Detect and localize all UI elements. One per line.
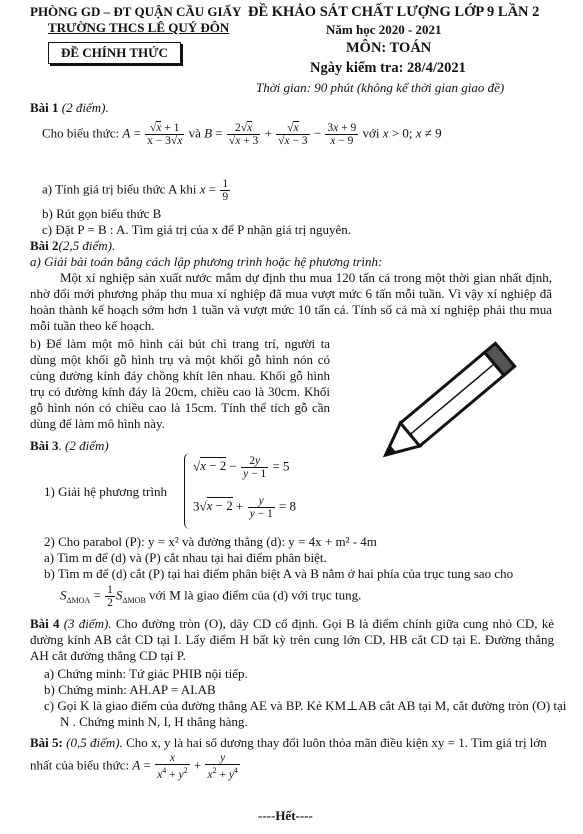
bai5-points: (0,5 điểm).	[66, 735, 123, 750]
bai4-intro-text: Cho đường tròn (O), dây CD cố định. Gọi B là điểm chính giữa cung nhỏ CD, kẻ đường kính AB cắt CD tại I. Lấy điểm H bất kỳ trên cung lớn CD, HB cắt CD tại E. Đường thẳng AH cắt đường thẳng CD tại P.	[30, 616, 554, 663]
exam-date: Ngày kiểm tra: 28/4/2021	[310, 60, 466, 76]
bai3-q1: 1) Giải hệ phương trình	[44, 484, 167, 499]
bai1-a: a) Tính giá trị biểu thức A khi x = $\frac{1}{9}$	[42, 178, 229, 203]
bai1-expression: Cho biểu thức: A = $\frac{√x + 1}{x - 3√x}$ và B = $\frac{2√x}{√x + 3}$ + $\frac{√x}{√x - 3}$ − $\frac{3x + 9}{x - 9}$ với x > 0; x ≠ 9	[42, 122, 442, 147]
bai5-text: Cho x, y là hai số dương thay đổi luôn thỏa mãn điều kiện xy = 1. Tìm giá trị lớn nhất của biểu thức:	[30, 735, 547, 773]
end-marker: ----Hết----	[258, 808, 313, 823]
school-year: Năm học 2020 - 2021	[326, 22, 442, 37]
bai2-points: (2,5 điểm).	[58, 238, 116, 253]
department-name: PHÒNG GD – ĐT QUẬN CẦU GIẤY	[30, 4, 242, 19]
system-eq2: 3√x − 2 + $\frac{y}{y - 1}$ = 8	[193, 495, 297, 520]
bai2-heading	[30, 238, 115, 254]
fraction-one-ninth: $\frac{1}{9}$	[222, 178, 229, 203]
subject: MÔN: TOÁN	[346, 40, 432, 56]
bai1-heading	[30, 100, 109, 116]
official-exam-box: ĐỀ CHÍNH THỨC	[48, 42, 181, 64]
bai3-q2: 2) Cho parabol (P): y = x² và đường thẳng (d): y = 4x + m² - 4m	[44, 534, 377, 549]
bai3-heading: Bài 3. (2 điểm)	[30, 438, 109, 453]
bai1-a-text: a) Tính giá trị biểu thức A khi	[42, 181, 197, 197]
bai3-q2a: a) Tìm m để (d) và (P) cắt nhau tại hai điểm phân biệt.	[44, 550, 327, 565]
bai4-title: Bài 4	[30, 616, 60, 631]
bai3-q2b-end: với M là giao điểm của (d) với trục tung.	[149, 587, 362, 603]
bai1-intro: Cho biểu thức:	[42, 125, 120, 141]
system-eq1: √x − 2 − $\frac{2y}{y - 1}$ = 5	[193, 455, 290, 480]
bai2-title: Bài 2	[30, 238, 59, 253]
bai5-title: Bài 5:	[30, 735, 63, 750]
bai1-title: Bài 1	[30, 100, 59, 115]
formula-b1: $\frac{2√x}{√x + 3}$	[228, 122, 259, 147]
formula-b2: $\frac{√x}{√x - 3}$	[278, 122, 308, 147]
bai3-q2b: b) Tìm m để (d) cắt (P) tại hai điểm phân biệt A và B nằm ở hai phía của trục tung sao cho	[44, 566, 514, 581]
duration: Thời gian: 90 phút (không kể thời gian giao đề)	[256, 80, 505, 95]
bai3-area-condition: $S_{\Delta MOA}$ = $\frac{1}{2}$ $S_{\Delta MOB}$ với M là giao điểm của (d) với trục tung.	[60, 584, 362, 609]
pencil-illustration	[356, 330, 556, 462]
bai2-part-b: b) Để làm một mô hình cái bút chì trang trí, người ta dùng một khối gỗ hình trụ và một khối gỗ hình nón có cùng đường kính đáy chồng khít lên nhau. Khối gỗ hình trụ có đường kính đáy là 20cm, chiều cao là 30cm. Khối gỗ hình nón có chiều cao là 15cm. Tính thể tích gỗ cần dùng để làm mô hình này.	[30, 336, 330, 431]
bai4-points: (3 điểm).	[63, 616, 112, 631]
bai4-c: c) Gọi K là giao điểm của đường thẳng AE và BP. Kẻ KM⊥AB cắt AB tại M, cắt đường tròn (O) tại N . Chứng minh N, I, H thẳng hàng.	[44, 698, 567, 729]
bai4-intro	[30, 616, 554, 664]
bai1-b: b) Rút gọn biểu thức B	[42, 206, 162, 221]
formula-b3: $\frac{3x + 9}{x - 9}$	[327, 122, 357, 147]
bai4-b: b) Chứng minh: AH.AP = AI.AB	[44, 682, 216, 697]
school-name: TRƯỜNG THCS LÊ QUÝ ĐÔN	[48, 20, 230, 35]
bai3-title: Bài 3	[30, 438, 59, 453]
bai3-points: (2 điểm)	[65, 438, 109, 453]
bai1-points: (2 điểm).	[61, 100, 109, 115]
bai2-part-a-heading: a) Giải bài toán bằng cách lập phương trình hoặc hệ phương trình:	[30, 254, 383, 269]
bai2-problem: Một xí nghiệp sản xuất nước mắm dự định thu mua 120 tấn cá trong một thời gian nhất định, nhờ đổi mới phương pháp thu mua xí nghiệp đã mua vượt mức 6 tấn mỗi tuần. Vì vậy xí nghiệp đã hoàn thành kế hoạch sớm hơn 1 tuần và vượt mức 10 tấn cá. Tính số cá mà xí nghiệp phải thu mua mỗi tuần theo kế hoạch.	[30, 270, 552, 333]
exam-title: ĐỀ KHẢO SÁT CHẤT LƯỢNG LỚP 9 LẦN 2	[248, 4, 540, 20]
bai5: Bài 5: (0,5 điểm). Cho x, y là hai số dương thay đổi luôn thỏa mãn điều kiện xy = 1. Tìm giá trị lớn nhất của biểu thức: A = $\frac{x}{x^4 + y^2}$ + $\frac{y}{x^2 + y^4}$	[30, 735, 547, 781]
formula-a: $\frac{√x + 1}{x - 3√x}$	[147, 122, 183, 147]
bai4-a: a) Chứng minh: Tứ giác PHIB nội tiếp.	[44, 666, 248, 681]
bai1-c: c) Đặt P = B : A. Tìm giá trị của x để P nhận giá trị nguyên.	[42, 222, 352, 237]
